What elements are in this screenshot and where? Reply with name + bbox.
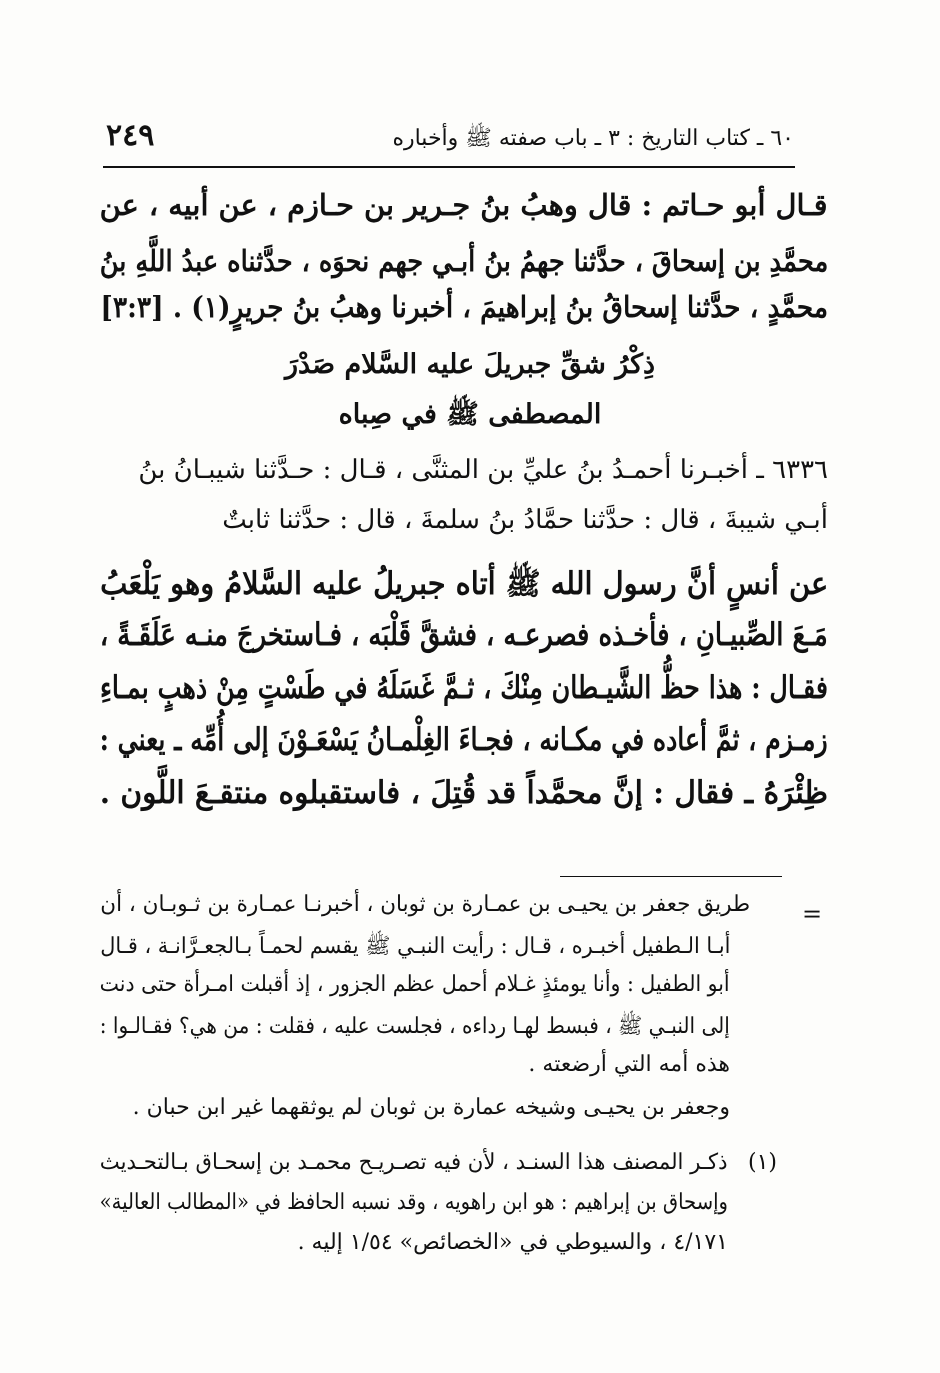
opening-line-3: محمَّدٍ ، حدَّثنا إسحاقُ بنُ إبراهيمَ ، أخبرنا وهبُ بنُ جريرٍ(١) . [٣:٣] — [100, 290, 828, 324]
opening-line-2: محمَّدِ بن إسحاقَ ، حدَّثنا جهمُ بنُ أبـي جهم نحوَه ، حدَّثناه عبدُ اللَّهِ بنُ — [99, 244, 828, 278]
footnote-continuation-line-4: إلى النبـي ﷺ ، فبسط لهـا رداءه ، فجلست عليه ، فقلت : من هي؟ فقـالـوا : — [99, 1014, 730, 1039]
hadith-matn-line-3: فقـال : هذا حظُّ الشَّيـطان مِنْكَ ، ثـمَّ غَسَلَهُ في طَسْتٍ مِنْ ذهبٍ بمـاءِ — [100, 670, 828, 706]
footnote-continuation-line-5: هذه أمه التي أرضعته . — [528, 1052, 730, 1077]
footnote-continuation-line-1: طريق جعفر بن يحيـى بن عمـارة بن ثوبان ، أخبرنـا عمـارة بن ثـوبـان ، أن — [100, 892, 750, 917]
section-heading-line-1: ذِكْرُ شقِّ جبريلَ عليه السَّلام صَدْرَ — [284, 349, 656, 380]
section-heading-line-2: المصطفى ﷺ في صِباه — [338, 399, 602, 430]
hadith-isnad-line-2: أبـي شيبةَ ، قال : حدَّثنا حمَّادُ بنُ سلمةَ ، قال : حدَّثنا ثابتٌ — [222, 505, 828, 535]
footnote-rule — [560, 876, 782, 877]
footnote-continuation-line-3: أبو الطفيل : وأنا يومئذٍ غـلام أحمل عظم الجزور ، إذ أقبلت امـرأة حتى دنت — [100, 972, 730, 997]
footnote-1-line-3: ٤/١٧١ ، والسيوطي في «الخصائص» ١/٥٤ إليه . — [297, 1230, 728, 1255]
footnote-continuation-note: وجعفر بن يحيـى وشيخه عمارة بن ثوبان لم يوثقهما غير ابن حبان . — [132, 1095, 730, 1120]
hadith-matn-line-2: مَـعَ الصِّبيـانِ ، فأخـذه فصرعـه ، فشقَّ قَلْبَه ، فـاستخرجَ منـه عَلَقَـةً ، — [100, 617, 828, 653]
running-title: ٦٠ ـ كتاب التاريخ : ٣ ـ باب صفته ﷺ وأخباره — [392, 126, 794, 151]
hadith-matn-line-1: عن أنسٍ أنَّ رسول الله ﷺ أتاه جبريلُ عليه السَّلامُ وهو يَلْعَبُ — [99, 566, 828, 602]
hadith-matn-line-5: ظِئْرَهُ ـ فقال : إنَّ محمَّداً قد قُتِلَ ، فاستقبلوه منتقـعَ اللَّون . — [99, 775, 828, 811]
header-rule — [103, 166, 795, 168]
opening-line-1: قـال أبو حـاتم : قال وهبُ بنُ جـرير بن حـازم ، عن أبيه ، عن — [100, 188, 828, 222]
hadith-isnad-line-1: ٦٣٣٦ ـ أخبـرنا أحمـدُ بنُ عليِّ بن المثنَّى ، قـال : حـدَّثنا شيبـانُ بنُ — [138, 455, 828, 485]
footnote-continuation-marker: = — [802, 900, 823, 928]
footnote-1-number: (١) — [747, 1150, 777, 1175]
footnote-1-line-1: ذكـر المصنف هذا السنـد ، لأن فيه تصـريـح محمـد بن إسحـاق بـالتحـديث — [100, 1150, 728, 1175]
footnote-1-line-2: وإسحاق بن إبراهيم : هو ابن راهويه ، وقد نسبه الحافظ في «المطالب العالية» — [99, 1190, 728, 1215]
hadith-matn-line-4: زمـزم ، ثمَّ أعاده في مكـانه ، فجـاءَ الغِلْمـانُ يَسْعَـوْنَ إلى أُمِّه ـ يعني : — [99, 722, 828, 758]
page-number: ٢٤٩ — [106, 118, 155, 153]
footnote-continuation-line-2: أبـا الـطفيل أخبـره ، قـال : رأيت النبـي ﷺ يقسم لحمـاً بـالجعـرَّانـة ، قـال — [99, 934, 730, 959]
